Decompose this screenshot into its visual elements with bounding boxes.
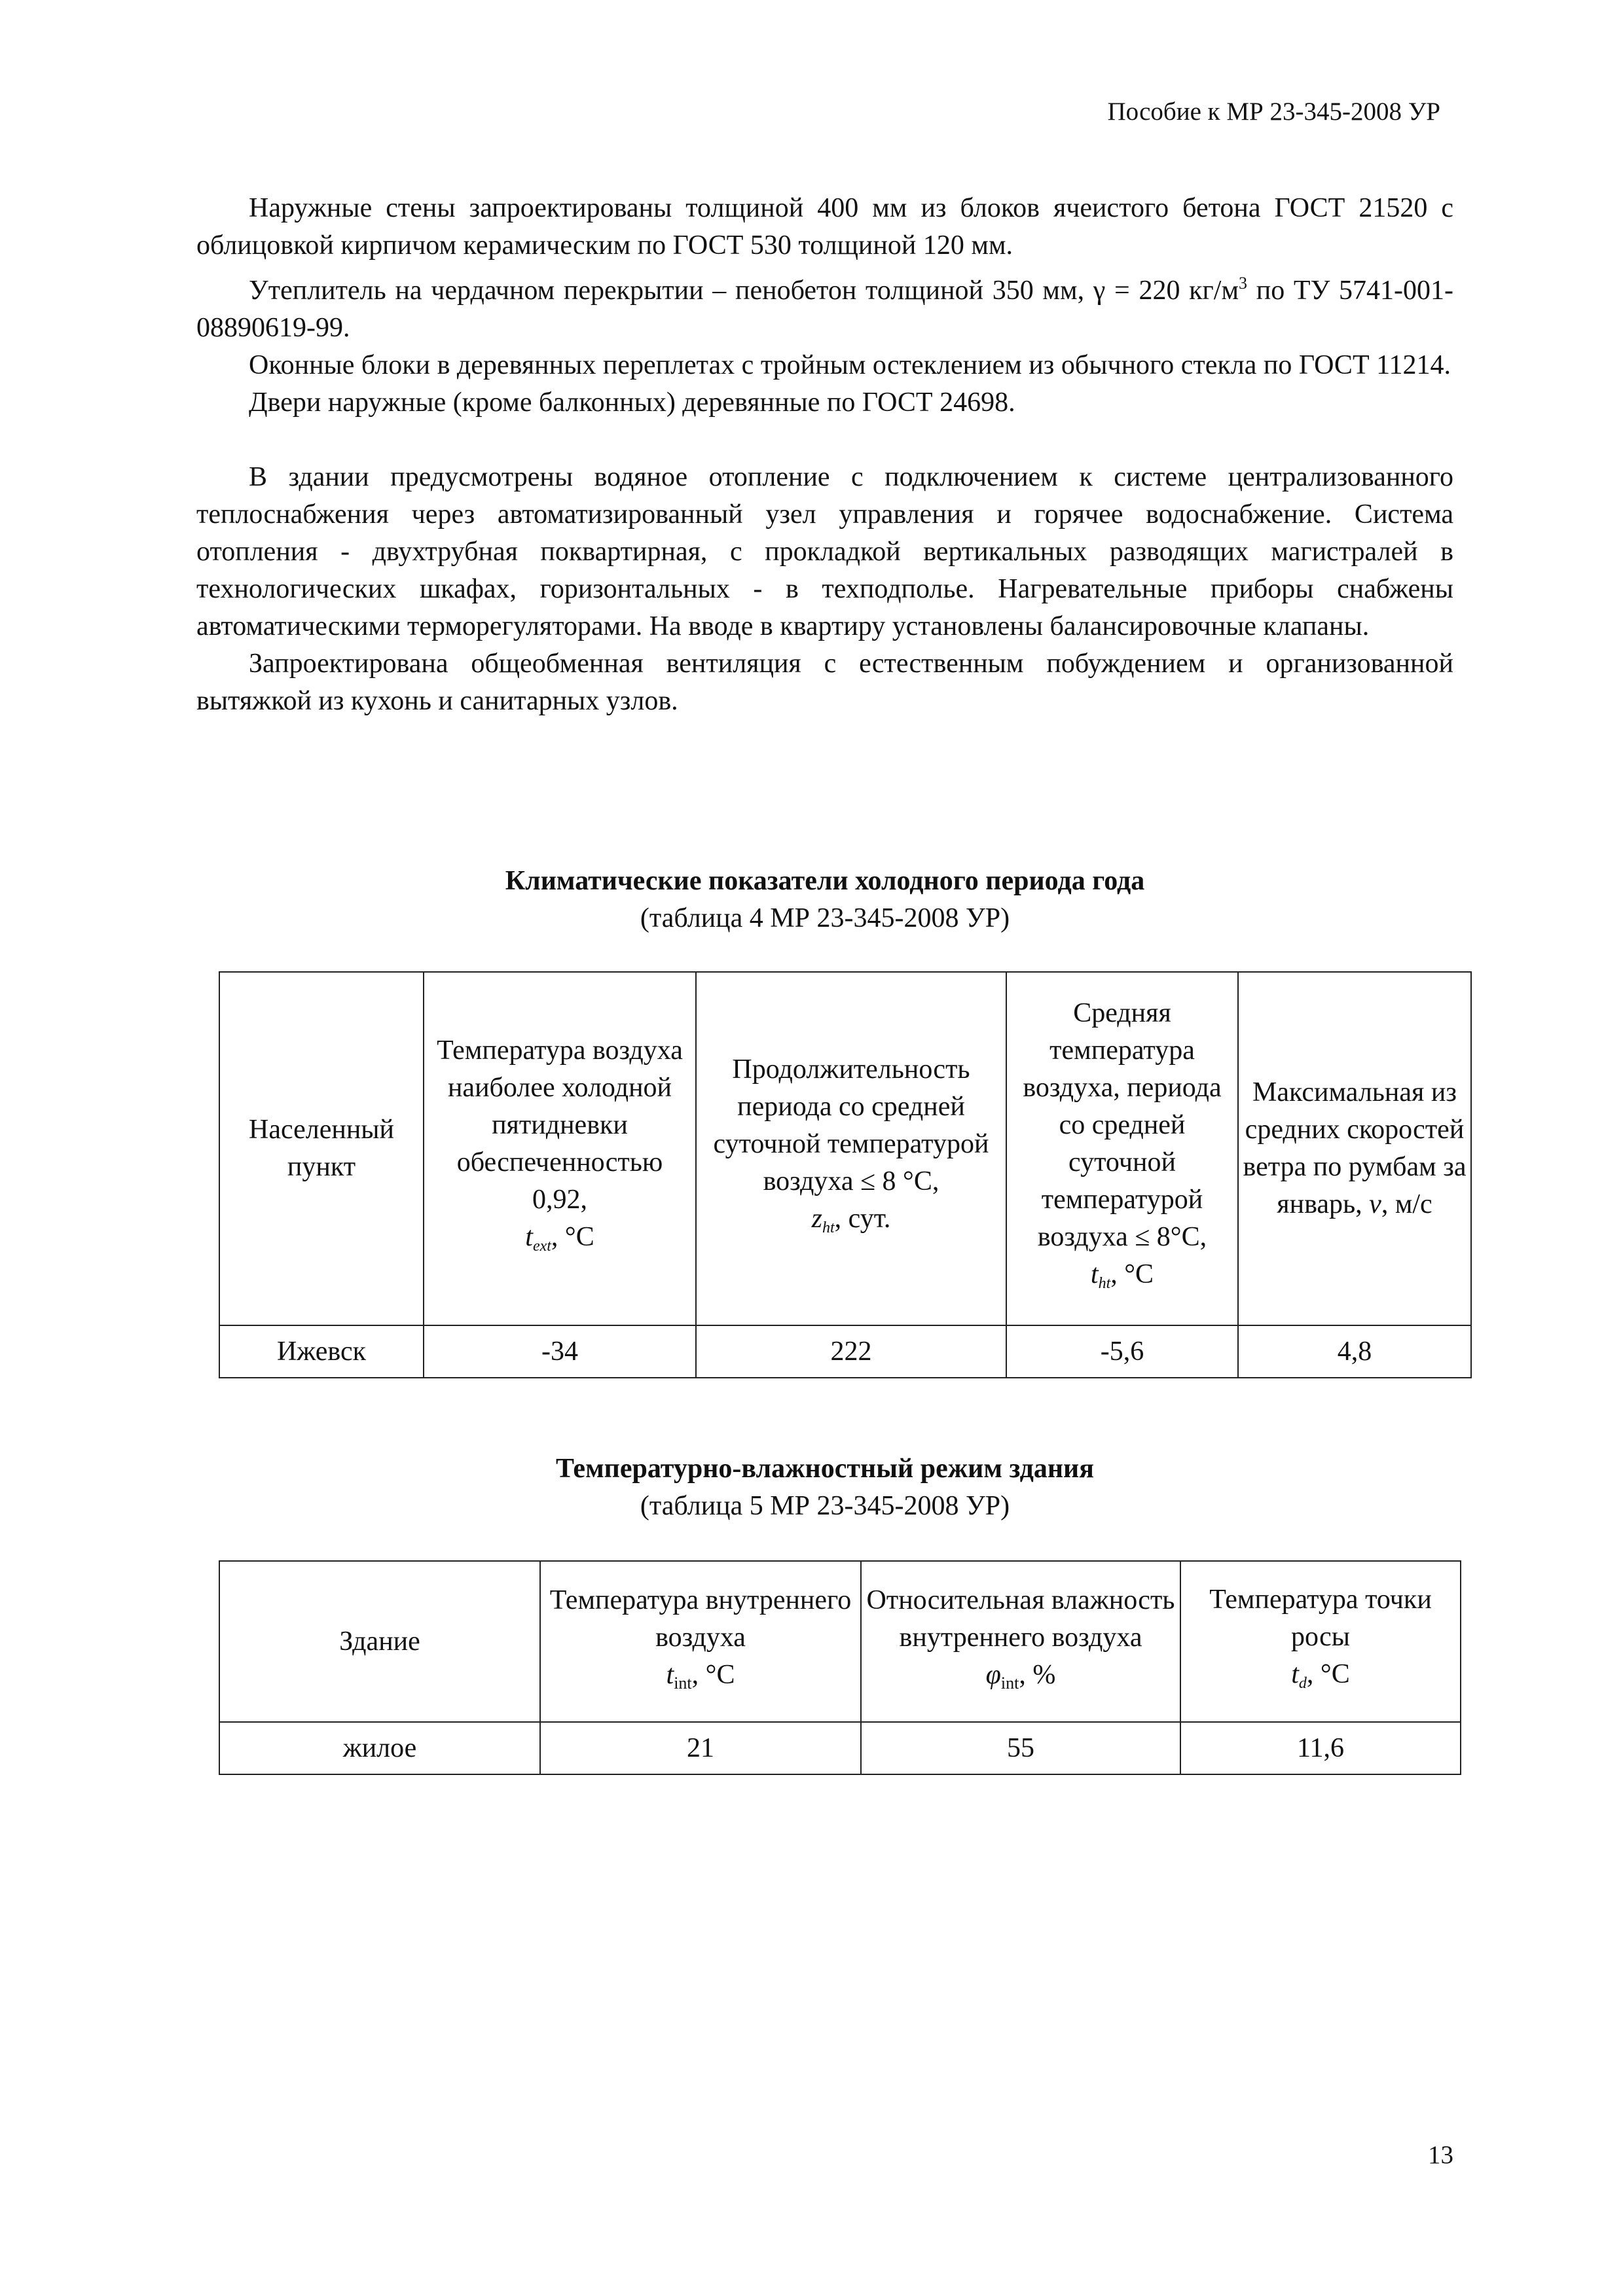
table5-caption [196, 1450, 1453, 1525]
symbol-t: t [525, 1222, 533, 1252]
paragraph-doors: Двери наружные (кроме балконных) деревянные по ГОСТ 24698. [249, 387, 1015, 418]
table4-caption [196, 863, 1453, 937]
header-period-duration-text: Продолжительность периода со средней суточной температурой воздуха ≤ 8 °С, [713, 1054, 989, 1196]
header-locality: Населенный пункт [219, 972, 424, 1325]
humidity-table-row [219, 1722, 1461, 1774]
symbol-t: t [666, 1659, 674, 1690]
subscript-int: int [1000, 1673, 1019, 1693]
cell-building: жилое [219, 1722, 540, 1774]
header-indoor-temp [540, 1561, 861, 1722]
cell-dew-point: 11,6 [1180, 1722, 1461, 1774]
cell-period-mean-temp: -5,6 [1006, 1325, 1238, 1378]
table5-subtitle: (таблица 5 МР 23-345-2008 УР) [640, 1491, 1010, 1521]
paragraph-heating: В здании предусмотрены водяное отопление с подключением к системе централизованного теплоснабжения через автоматизированный узел управления и горячее водоснабжение. Система отопления - двухтрубная поквартирная, с прокладкой вертикальных разводящих магистралей в технологических шкафах, горизонтальных - в техподполье. Нагревательные приборы снабжены автоматическими терморегуляторами. На вводе в квартиру установлены балансировочные клапаны. [196, 462, 1453, 641]
humidity-table-header-row [219, 1561, 1461, 1722]
header-temp-coldest-5day-text: Температура воздуха наиболее холодной пятидневки обеспеченностью 0,92, [437, 1035, 683, 1215]
cell-relative-humidity: 55 [861, 1722, 1180, 1774]
paragraph-ventilation: Запроектирована общеобменная вентиляция с естественным побуждением и организованной вытяжкой из кухонь и санитарных узлов. [196, 649, 1453, 716]
subscript-ht: ht [1098, 1275, 1111, 1292]
table5-title: Температурно-влажностный режим здания [556, 1454, 1094, 1484]
unit-celsius: , °С [1306, 1659, 1350, 1689]
unit-celsius: , °С [551, 1222, 594, 1252]
subscript-ht: ht [822, 1219, 835, 1236]
header-max-wind-speed-text: Максимальная из средних скоростей ветра по румбам за январь, [1243, 1077, 1467, 1219]
subscript-d: d [1298, 1674, 1307, 1692]
paragraph-insulation [196, 264, 1453, 347]
cell-temp-coldest-5day: -34 [424, 1325, 696, 1378]
running-header: Пособие к МР 23-345-2008 УР [1107, 98, 1440, 126]
unit-days: , сут. [834, 1203, 891, 1234]
page-number: 13 [1428, 2141, 1453, 2169]
cell-indoor-temp: 21 [540, 1722, 861, 1774]
symbol-z: z [811, 1203, 822, 1234]
unit-celsius: , °С [1110, 1259, 1154, 1289]
symbol-v: v [1369, 1189, 1381, 1219]
header-period-duration [696, 972, 1006, 1325]
table4-subtitle: (таблица 4 МР 23-345-2008 УР) [640, 903, 1010, 933]
symbol-t: t [1291, 1659, 1299, 1689]
cell-locality: Ижевск [219, 1325, 424, 1378]
insulation-text-end: по ТУ 5741-001-08890619-99. [196, 276, 1453, 343]
header-relative-humidity [861, 1561, 1180, 1722]
insulation-text: Утеплитель на чердачном перекрытии – пенобетон толщиной 350 мм, γ = 220 кг/м [249, 276, 1239, 306]
unit-celsius: , °С [691, 1659, 735, 1690]
paragraph-windows: Оконные блоки в деревянных переплетах с тройным остеклением из обычного стекла по ГОСТ 11214. [249, 350, 1451, 380]
header-max-wind-speed [1238, 972, 1471, 1325]
header-temp-coldest-5day [424, 972, 696, 1325]
body-text [196, 190, 1453, 720]
header-period-mean-temp [1006, 972, 1238, 1325]
unit-mps: , м/с [1381, 1189, 1432, 1219]
header-dew-point-text: Температура точки росы [1209, 1584, 1432, 1652]
climate-table-header-row [219, 972, 1471, 1325]
climate-table-row [219, 1325, 1471, 1378]
paragraph-walls: Наружные стены запроектированы толщиной 400 мм из блоков ячеистого бетона ГОСТ 21520 с облицовкой кирпичом керамическим по ГОСТ 530 толщиной 120 мм. [196, 193, 1453, 260]
subscript-ext: ext [532, 1238, 551, 1255]
unit-percent: , % [1019, 1659, 1056, 1690]
symbol-phi: φ [985, 1659, 1001, 1690]
humidity-table [219, 1560, 1461, 1775]
subscript-int: int [674, 1673, 692, 1693]
table4-title: Климатические показатели холодного периода года [505, 866, 1145, 896]
climate-table [219, 971, 1472, 1378]
symbol-t: t [1090, 1259, 1099, 1289]
header-relative-humidity-text: Относительная влажность внутреннего воздуха [866, 1585, 1175, 1653]
header-building: Здание [219, 1561, 540, 1722]
superscript-3: 3 [1239, 274, 1248, 293]
cell-period-duration: 222 [696, 1325, 1006, 1378]
header-indoor-temp-text: Температура внутреннего воздуха [549, 1585, 852, 1653]
header-period-mean-temp-text: Средняя температура воздуха, периода со средней суточной температурой воздуха ≤ 8°С, [1023, 998, 1222, 1252]
cell-max-wind-speed: 4,8 [1238, 1325, 1471, 1378]
header-dew-point [1180, 1561, 1461, 1722]
